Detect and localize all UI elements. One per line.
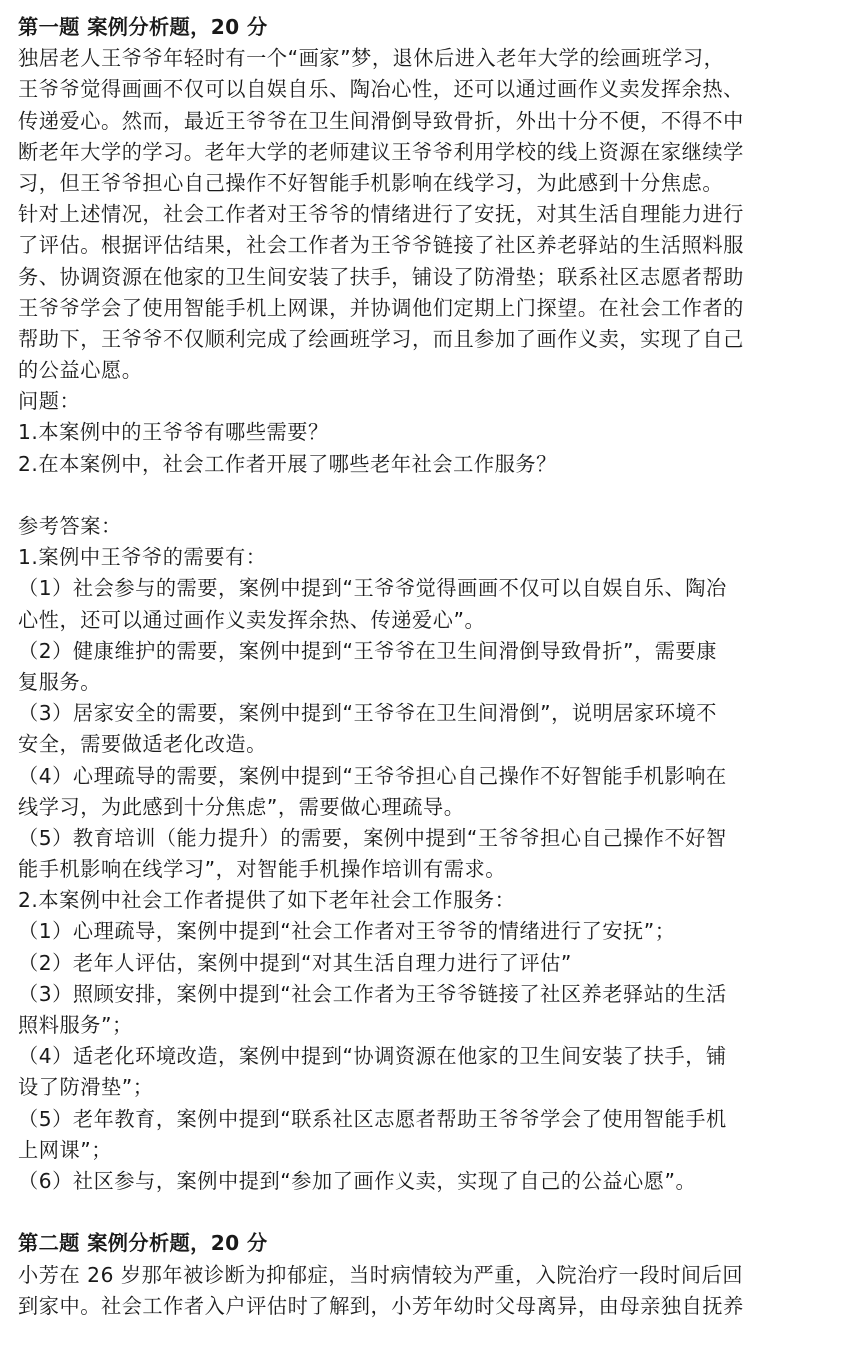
answer-line: 2.本案例中社会工作者提供了如下老年社会工作服务： — [18, 888, 516, 913]
answer-line: （1）心理疏导，案例中提到“社会工作者对王爷爷的情绪进行了安抚”； — [18, 919, 676, 944]
section-2-heading: 第二题 案例分析题，20 分 — [18, 1231, 268, 1256]
answer-line: （1）社会参与的需要，案例中提到“王爷爷觉得画画不仅可以自娱自乐、陶冶 — [18, 576, 727, 601]
answer-line: 心性，还可以通过画作义卖发挥余热、传递爱心”。 — [18, 607, 486, 632]
document — [18, 12, 858, 1322]
case-line: 了评估。根据评估结果，社会工作者为王爷爷链接了社区养老驿站的生活照料服 — [18, 233, 744, 258]
blank-line — [18, 1197, 858, 1228]
case-line: 传递爱心。然而，最近王爷爷在卫生间滑倒导致骨折，外出十分不便，不得不中 — [18, 108, 744, 133]
question-item: 2.在本案例中，社会工作者开展了哪些老年社会工作服务？ — [18, 451, 557, 476]
answer-label: 参考答案： — [18, 514, 122, 538]
answer-line: 上网课”； — [18, 1137, 112, 1162]
case-line: 的公益心愿。 — [18, 358, 143, 383]
section-2-case-text — [18, 1260, 858, 1322]
answer-line: （5）老年教育，案例中提到“联系社区志愿者帮助王爷爷学会了使用智能手机 — [18, 1106, 727, 1131]
case-line: 断老年大学的学习。老年大学的老师建议王爷爷利用学校的线上资源在家继续学 — [18, 139, 744, 164]
answer-line: （3）照顾安排，案例中提到“社会工作者为王爷爷链接了社区养老驿站的生活 — [18, 981, 727, 1006]
case-line: 针对上述情况，社会工作者对王爷爷的情绪进行了安抚，对其生活自理能力进行 — [18, 202, 744, 227]
answer-line: 设了防滑垫”； — [18, 1075, 154, 1100]
answer-line: 复服务。 — [18, 669, 101, 694]
answer-line: 能手机影响在线学习”，对智能手机操作培训有需求。 — [18, 857, 506, 882]
answer-line: （5）教育培训（能力提升）的需要，案例中提到“王爷爷担心自己操作不好智 — [18, 825, 727, 850]
answer-line: （4）心理疏导的需要，案例中提到“王爷爷担心自己操作不好智能手机影响在 — [18, 763, 727, 788]
answer-line: 安全，需要做适老化改造。 — [18, 732, 267, 757]
answer-line: 1.案例中王爷爷的需要有： — [18, 545, 267, 570]
answer-line: （4）适老化环境改造，案例中提到“协调资源在他家的卫生间安装了扶手，铺 — [18, 1044, 727, 1069]
blank-line — [18, 480, 858, 511]
case-line: 王爷爷学会了使用智能手机上网课，并协调他们定期上门探望。在社会工作者的 — [18, 295, 744, 320]
answer-line: （2）健康维护的需要，案例中提到“王爷爷在卫生间滑倒导致骨折”，需要康 — [18, 638, 718, 663]
answer-text — [18, 542, 858, 1197]
case-line: 到家中。社会工作者入户评估时了解到，小芳年幼时父母离异，由母亲独自抚养 — [18, 1293, 744, 1318]
answer-line: （6）社区参与，案例中提到“参加了画作义卖，实现了自己的公益心愿”。 — [18, 1168, 697, 1193]
question-item: 1.本案例中的王爷爷有哪些需要？ — [18, 420, 329, 445]
answer-line: （2）老年人评估，案例中提到“对其生活自理力进行了评估” — [18, 950, 572, 975]
section-1-case-text — [18, 43, 858, 386]
case-line: 务、协调资源在他家的卫生间安装了扶手，铺设了防滑垫；联系社区志愿者帮助 — [18, 264, 744, 289]
case-line: 王爷爷觉得画画不仅可以自娱自乐、陶冶心性，还可以通过画作义卖发挥余热、 — [18, 77, 744, 102]
case-line: 习，但王爷爷担心自己操作不好智能手机影响在线学习，为此感到十分焦虑。 — [18, 170, 724, 195]
case-line: 帮助下，王爷爷不仅顺利完成了绘画班学习，而且参加了画作义卖，实现了自己 — [18, 326, 744, 351]
case-line: 小芳在 26 岁那年被诊断为抑郁症，当时病情较为严重，入院治疗一段时间后回 — [18, 1262, 744, 1287]
question-list — [18, 417, 858, 479]
question-label: 问题： — [18, 389, 81, 414]
answer-line: 照料服务”； — [18, 1013, 133, 1037]
answer-line: （3）居家安全的需要，案例中提到“王爷爷在卫生间滑倒”，说明居家环境不 — [18, 701, 718, 726]
answer-line: 线学习，为此感到十分焦虑”，需要做心理疏导。 — [18, 794, 465, 819]
section-1-heading: 第一题 案例分析题，20 分 — [18, 15, 268, 39]
case-line: 独居老人王爷爷年轻时有一个“画家”梦，退休后进入老年大学的绘画班学习， — [18, 46, 725, 71]
